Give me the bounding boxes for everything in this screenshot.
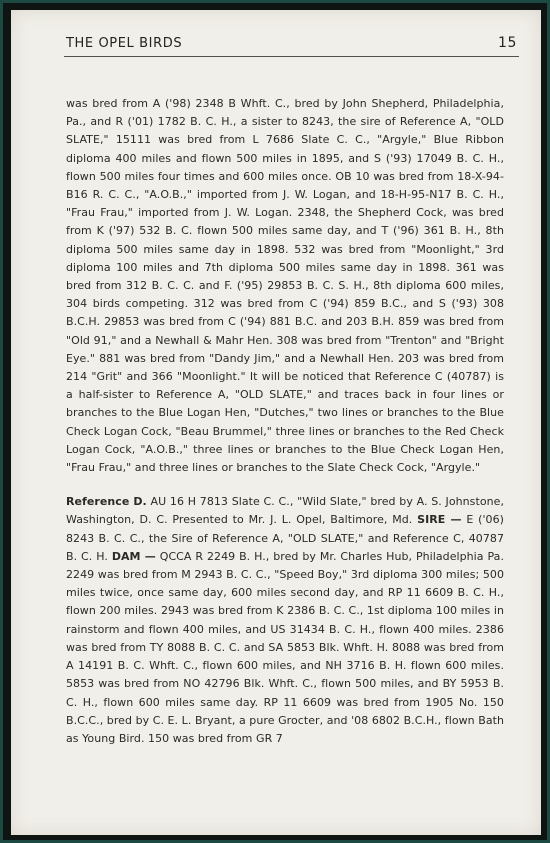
reference-d-paragraph — [66, 493, 504, 748]
pedigree-paragraph: was bred from A ('98) 2348 B Whft. C., bred by John Shepherd, Philadelphia, Pa., and R ('01) 1782 B. C. H., a sister to 8243, the sire of Reference A, "OLD SLATE," 15111 was bred from L 7686 Slate C. C., "Argyle," Blue Ribbon diploma 400 miles and flown 500 miles in 1895, and S ('93) 17049 B. C. H., flown 500 miles four times and 600 miles once. OB 10 was bred from 18-X-94-B16 R. C. C., "A.O.B.," imported from J. W. Logan, and 18-H-95-N17 B. C. H., "Frau Frau," imported from J. W. Logan. 2348, the Shepherd Cock, was bred from K ('97) 532 B. C. flown 500 miles same day, and T ('96) 361 B. H., 8th diploma 500 miles same day in 1898. 532 was bred from "Moonlight," 3rd diploma 100 miles and 7th diploma 500 miles same day in 1898. 361 was bred from 312 B. C. C. and F. ('95) 29853 B. C. S. H., 8th diploma 600 miles, 304 birds competing. 312 was bred from C ('94) 859 B.C., and S ('93) 308 B.C.H. 29853 was bred from C ('94) 881 B.C. and 203 B.H. 859 was bred from "Old 91," and a Newhall & Mahr Hen. 308 was bred from "Trenton" and "Bright Eye." 881 was bred from "Dandy Jim," and a Newhall Hen. 203 was bred from 214 "Grit" and 366 "Moonlight." It will be noticed that Reference C (40787) is a half-sister to Reference A, "OLD SLATE," and traces back in four lines or branches to the Blue Logan Hen, "Dutches," two lines or branches to the Blue Check Logan Cock, "Beau Brummel," three lines or branches to the Red Check Logan Cock, "A.O.B.," three lines or branches to the Blue Check Logan Hen, "Frau Frau," and three lines or branches to the Slate Check Cock, "Argyle." — [66, 97, 504, 475]
reference-d-label: Reference D. — [66, 495, 147, 509]
sire-description: E ('06) 8243 B. C. C., the Sire of Reference A, "OLD SLATE," and Reference C, 40787 B. C. H. — [66, 513, 504, 563]
book-page — [11, 10, 541, 835]
dam-label: DAM — — [111, 549, 156, 563]
scan-border — [3, 3, 547, 840]
sire-label: SIRE — — [417, 513, 462, 527]
reference-d-description: AU 16 H 7813 Slate C. C., "Wild Slate," bred by A. S. Johnstone, Washington, D. C. Presented to Mr. J. L. Opel, Baltimore, Md. — [66, 495, 504, 527]
running-title: THE OPEL BIRDS — [66, 36, 183, 51]
dam-description: QCCA R 2249 B. H., bred by Mr. Charles Hub, Philadelphia Pa. 2249 was bred from M 2943 B. C. C., "Speed Boy," 3rd diploma 300 miles; 500 miles twice, once same day, 600 miles second day, and RP 11 6609 B. C. H., flown 200 miles. 2943 was bred from K 2386 B. C. C., 1st diploma 100 miles in rainstorm and flown 400 miles, and US 31434 B. C. H., flown 400 miles. 2386 was bred from TY 8088 B. C. C. and SA 5853 Blk. Whft. H. 8088 was bred from A 14191 B. C. Whft. C., flown 600 miles, and NH 3716 B. H. flown 600 miles. 5853 was bred from NO 42796 Blk. Whft. C., flown 500 miles, and BY 5953 B. C. H., flown 600 miles same day. RP 11 6609 was bred from 1905 No. 150 B.C.C., bred by C. E. L. Bryant, a pure Grocter, and '08 6802 B.C.H., flown Bath as Young Bird. 150 was bred from GR 7 — [66, 549, 504, 745]
page-number: 15 — [497, 35, 517, 51]
running-header — [66, 35, 517, 51]
page-body — [66, 95, 504, 748]
header-rule — [64, 56, 519, 57]
